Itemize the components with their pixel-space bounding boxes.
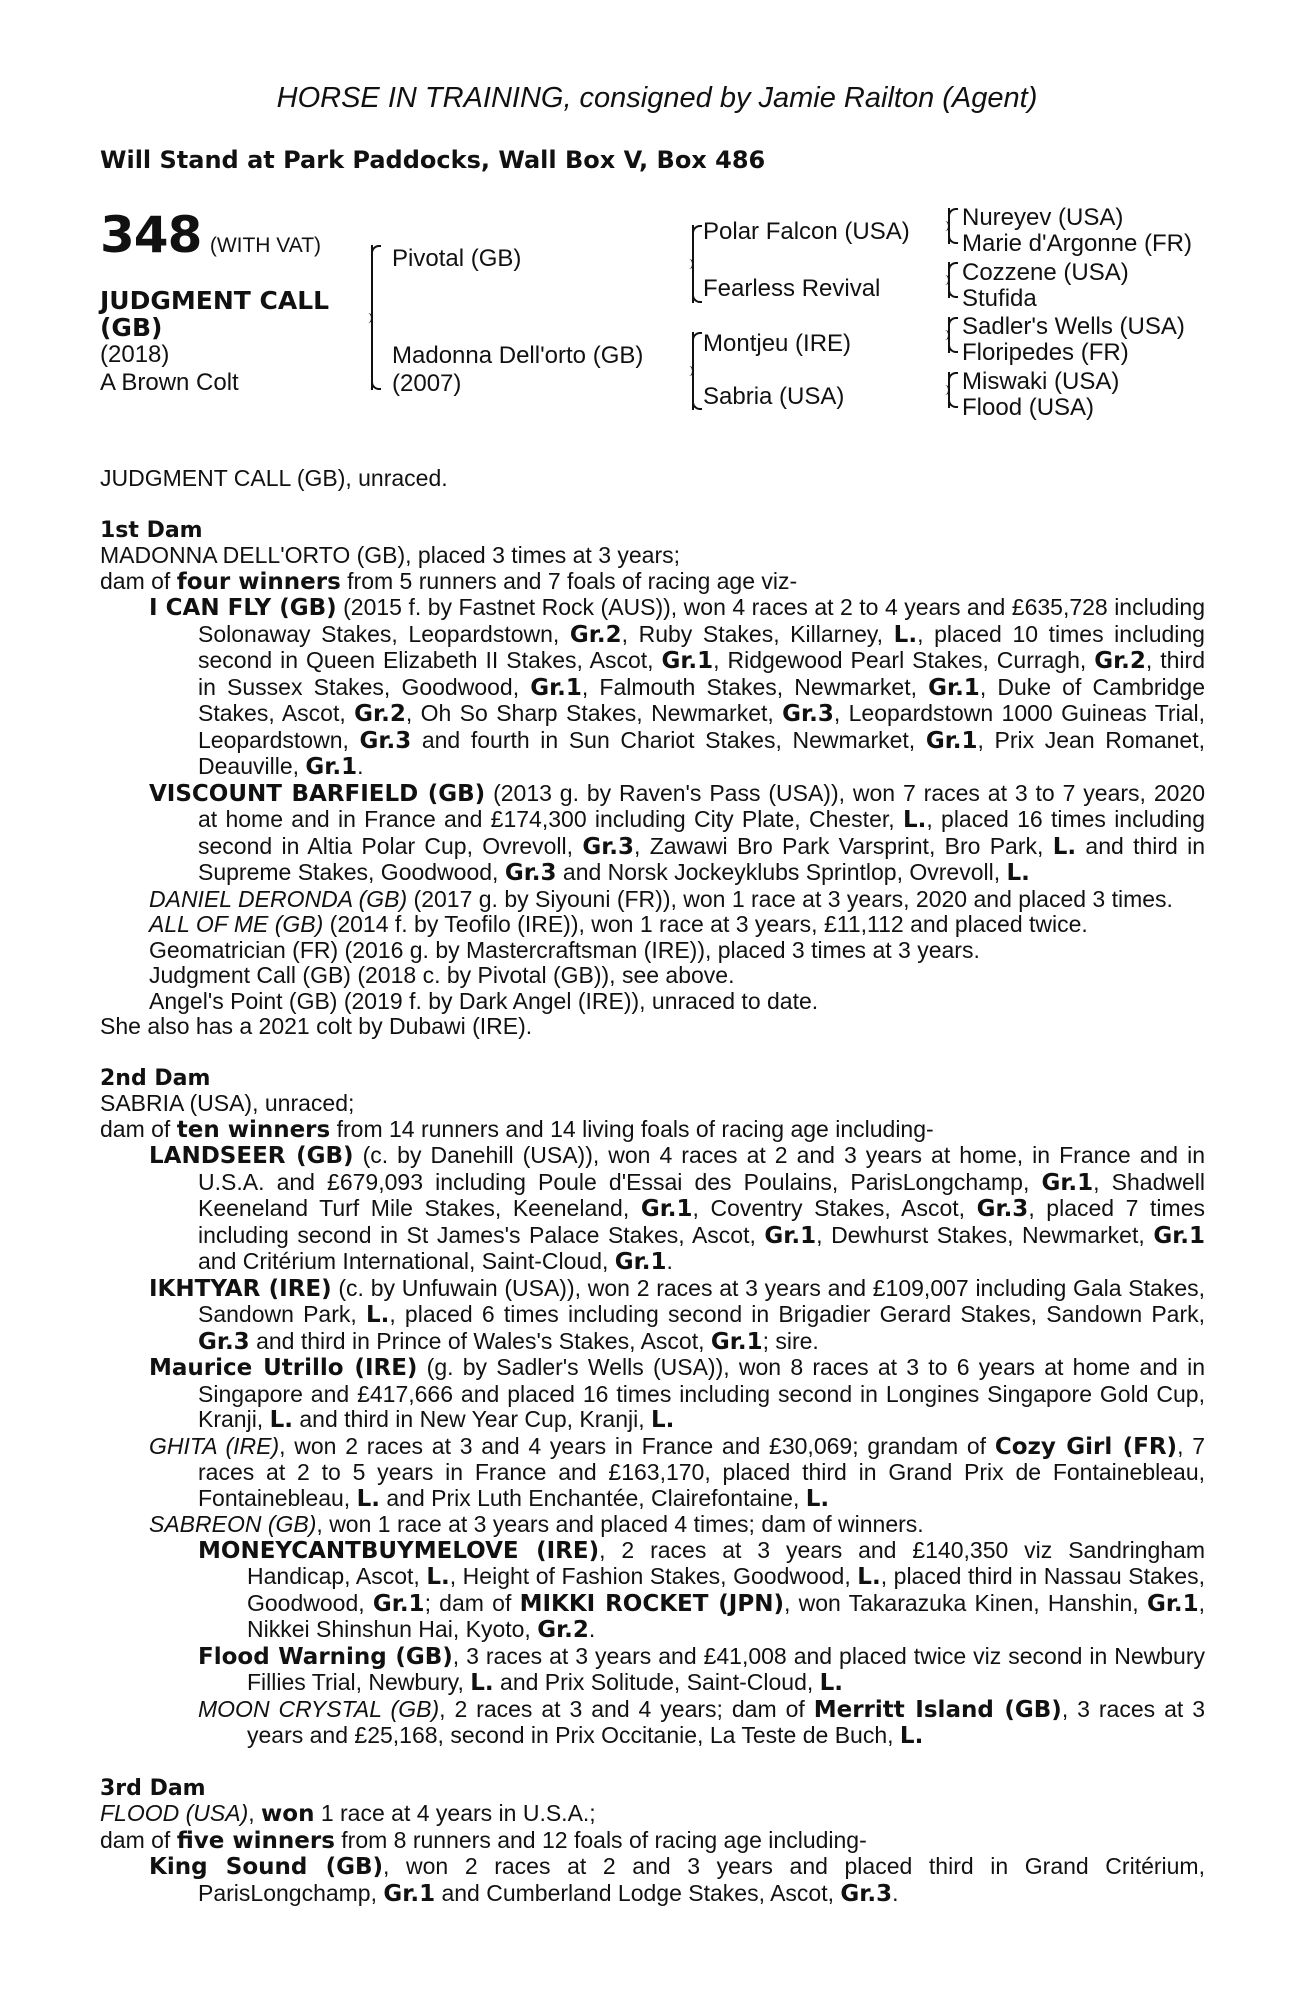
pedigree-dam-year: (2007) bbox=[392, 370, 462, 397]
pedigree-brace-3b bbox=[948, 262, 950, 298]
vat-note: (WITH VAT) bbox=[209, 234, 322, 257]
produce-sub-entry: Flood Warning (GB), 3 races at 3 years and £41,008 and placed twice viz second in Newbury Fillies Trial, Newbury, L. and Prix Solitude, Saint-Cloud, L. bbox=[198, 1642, 1205, 1696]
second-dam-heading: 2nd Dam bbox=[100, 1065, 211, 1091]
produce-entry: VISCOUNT BARFIELD (GB) (2013 g. by Raven's Pass (USA)), won 7 races at 3 to 7 years, 2020 at home and in France and £174,300 including City Plate, Chester, L., placed 16 times including second in Altia Polar Cup, Ovrevoll, Gr.3, Zawawi Bro Park Varsprint, Bro Park, L. and third in Supreme Stakes, Goodwood, Gr.3 and Norsk Jockeyklubs Sprintlop, Ovrevoll, L. bbox=[149, 779, 1206, 886]
lot-number: 348 bbox=[100, 206, 202, 264]
foaling-year: (2018) bbox=[100, 341, 170, 368]
produce-entry: DANIEL DERONDA (GB) (2017 g. by Siyouni (FR)), won 1 race at 3 years, 2020 and placed 3 times. bbox=[149, 885, 1173, 912]
pedigree-g4: Stufida bbox=[962, 285, 1037, 312]
pedigree-brace-3a bbox=[948, 208, 950, 244]
produce-sub-entry: MOON CRYSTAL (GB), 2 races at 3 and 4 years; dam of Merritt Island (GB), 3 races at 3 years and £25,168, second in Prix Occitanie, La Teste de Buch, L. bbox=[198, 1695, 1205, 1749]
produce-entry: Geomatrician (FR) (2016 g. by Mastercraftsman (IRE)), placed 3 times at 3 years. bbox=[149, 936, 980, 963]
first-dam-footer: She also has a 2021 colt by Dubawi (IRE). bbox=[100, 1013, 533, 1039]
horse-description: A Brown Colt bbox=[100, 369, 239, 396]
pedigree-brace-3c bbox=[948, 317, 950, 353]
pedigree-brace-1 bbox=[371, 245, 373, 390]
produce-entry: SABREON (GB), won 1 race at 3 years and placed 4 times; dam of winners. bbox=[149, 1511, 924, 1537]
produce-entry: Maurice Utrillo (IRE) (g. by Sadler's Wells (USA)), won 8 races at 3 to 6 years at home and in Singapore and £417,666 and placed 16 times including second in Longines Singapore Gold Cup, Kranji, L. and third in New Year Cup, Kranji, L. bbox=[149, 1354, 1205, 1433]
first-dam-line: MADONNA DELL'ORTO (GB), placed 3 times at 3 years; bbox=[100, 542, 681, 568]
pedigree-g6: Floripedes (FR) bbox=[962, 339, 1129, 366]
produce-entry: GHITA (IRE), won 2 races at 3 and 4 years in France and £30,069; grandam of Cozy Girl (FR), 7 races at 2 to 5 years in France and £163,170, placed third in Grand Prix de Fontainebleau, Fontainebleau, L. and Prix Luth Enchantée, Clairefontaine, L. bbox=[149, 1432, 1205, 1512]
pedigree-g8: Flood (USA) bbox=[962, 394, 1095, 421]
produce-entry: Angel's Point (GB) (2019 f. by Dark Angel (IRE)), unraced to date. bbox=[149, 987, 819, 1014]
pedigree-dam-dam: Sabria (USA) bbox=[703, 383, 845, 410]
produce-entry: I CAN FLY (GB) (2015 f. by Fastnet Rock (AUS)), won 4 races at 2 to 4 years and £635,728 including Solonaway Stakes, Leopardstown, Gr.2, Ruby Stakes, Killarney, L., placed 10 times including second in Queen Elizabeth II Stakes, Ascot, Gr.1, Ridgewood Pearl Stakes, Curragh, Gr.2, third in Sussex Stakes, Goodwood, Gr.1, Falmouth Stakes, Newmarket, Gr.1, Duke of Cambridge Stakes, Ascot, Gr.2, Oh So Sharp Stakes, Newmarket, Gr.3, Leopardstown 1000 Guineas Trial, Leopardstown, Gr.3 and fourth in Sun Chariot Stakes, Newmarket, Gr.1, Prix Jean Romanet, Deauville, Gr.1. bbox=[149, 594, 1205, 780]
pedigree-g7: Miswaki (USA) bbox=[962, 368, 1120, 395]
pedigree-g1: Nureyev (USA) bbox=[962, 204, 1124, 231]
third-dam-line: FLOOD (USA), won 1 race at 4 years in U.S.A.; bbox=[100, 1800, 596, 1827]
second-dam-line: SABRIA (USA), unraced; bbox=[100, 1090, 355, 1116]
pedigree-g5: Sadler's Wells (USA) bbox=[962, 313, 1185, 340]
horse-name: JUDGMENT CALL (GB) bbox=[100, 286, 330, 342]
produce-entry: Judgment Call (GB) (2018 c. by Pivotal (GB)), see above. bbox=[149, 962, 735, 988]
pedigree-brace-3d bbox=[948, 372, 950, 408]
summary-line: JUDGMENT CALL (GB), unraced. bbox=[100, 465, 448, 491]
consignment-line: HORSE IN TRAINING, consigned by Jamie Railton (Agent) bbox=[276, 82, 1038, 114]
third-dam-heading: 3rd Dam bbox=[100, 1775, 206, 1801]
first-dam-heading: 1st Dam bbox=[100, 517, 203, 543]
pedigree-sire-dam: Fearless Revival bbox=[703, 275, 881, 302]
third-dam-produce-line: dam of five winners from 8 runners and 12 foals of racing age including- bbox=[100, 1826, 867, 1854]
produce-entry: LANDSEER (GB) (c. by Danehill (USA)), won 4 races at 2 and 3 years at home, in France and in U.S.A. and £679,093 including Poule d'Essai des Poulains, ParisLongchamp, Gr.1, Shadwell Keeneland Turf Mile Stakes, Keeneland, Gr.1, Coventry Stakes, Ascot, Gr.3, placed 7 times including second in St James's Palace Stakes, Ascot, Gr.1, Dewhurst Stakes, Newmarket, Gr.1 and Critérium International, Saint-Cloud, Gr.1. bbox=[149, 1142, 1206, 1275]
catalogue-body bbox=[100, 466, 1205, 1907]
second-dam-produce-line: dam of ten winners from 14 runners and 14 living foals of racing age including- bbox=[100, 1115, 934, 1143]
pedigree-dam: Madonna Dell'orto (GB) bbox=[392, 342, 644, 369]
produce-entry: King Sound (GB), won 2 races at 2 and 3 years and placed third in Grand Critérium, ParisLongchamp, Gr.1 and Cumberland Lodge Stakes, Ascot, Gr.3. bbox=[149, 1853, 1205, 1907]
produce-entry: ALL OF ME (GB) (2014 f. by Teofilo (IRE)), won 1 race at 3 years, £11,112 and placed twice. bbox=[149, 911, 1088, 937]
pedigree-brace-2b bbox=[692, 332, 694, 410]
lot-number-block bbox=[100, 206, 321, 264]
first-dam-produce-line: dam of four winners from 5 runners and 7 foals of racing age viz- bbox=[100, 567, 798, 595]
produce-entry: IKHTYAR (IRE) (c. by Unfuwain (USA)), won 2 races at 3 years and £109,007 including Gala Stakes, Sandown Park, L., placed 6 times including second in Brigadier Gerard Stakes, Sandown Park, Gr.3 and third in Prince of Wales's Stakes, Ascot, Gr.1; sire. bbox=[149, 1274, 1206, 1355]
pedigree-g3: Cozzene (USA) bbox=[962, 259, 1129, 286]
produce-sub-entry: MONEYCANTBUYMELOVE (IRE), 2 races at 3 years and £140,350 viz Sandringham Handicap, Ascot, L., Height of Fashion Stakes, Goodwood, L., placed third in Nassau Stakes, Goodwood, Gr.1; dam of MIKKI ROCKET (JPN), won Takarazuka Kinen, Hanshin, Gr.1, Nikkei Shinshun Hai, Kyoto, Gr.2. bbox=[198, 1536, 1206, 1643]
pedigree-dam-sire: Montjeu (IRE) bbox=[703, 330, 852, 357]
pedigree-sire: Pivotal (GB) bbox=[392, 245, 522, 272]
pedigree-g2: Marie d'Argonne (FR) bbox=[962, 230, 1192, 257]
stand-location: Will Stand at Park Paddocks, Wall Box V, Box 486 bbox=[100, 146, 766, 174]
pedigree-sire-sire: Polar Falcon (USA) bbox=[703, 218, 910, 245]
pedigree-brace-2a bbox=[692, 225, 694, 303]
